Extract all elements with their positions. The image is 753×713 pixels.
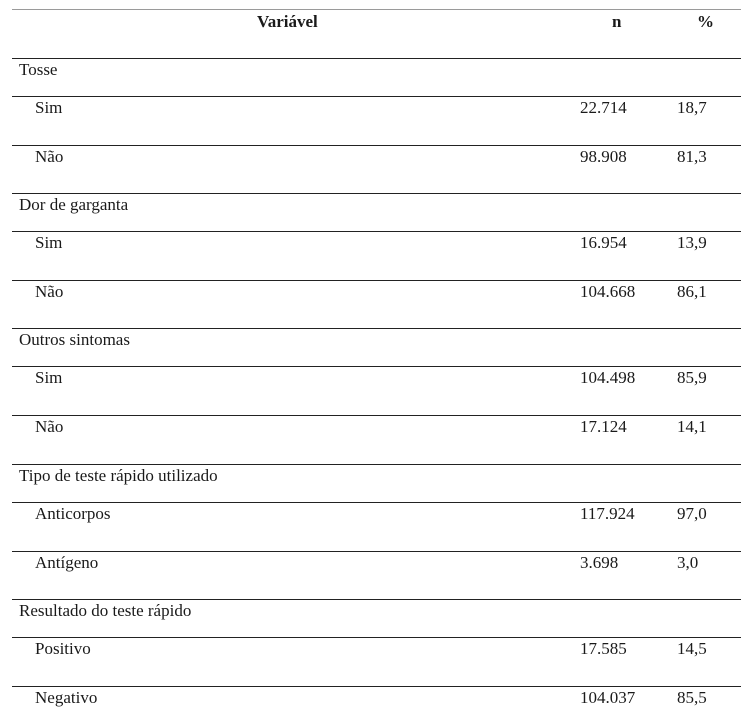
row-pct: 3,0 xyxy=(677,553,699,572)
row-label: Antígeno xyxy=(35,553,99,572)
row-n: 16.954 xyxy=(580,233,627,252)
row-label: Não xyxy=(35,417,64,436)
row-n: 98.908 xyxy=(580,147,627,166)
row-rule xyxy=(12,96,741,97)
row-rule xyxy=(12,502,741,503)
row-rule xyxy=(12,366,741,367)
row-label: Anticorpos xyxy=(35,504,111,523)
group-title: Outros sintomas xyxy=(19,330,130,349)
header-percent: % xyxy=(697,12,714,31)
row-rule xyxy=(12,415,741,416)
row-pct: 85,5 xyxy=(677,688,707,707)
row-label: Não xyxy=(35,282,64,301)
row-rule xyxy=(12,637,741,638)
group-title: Tipo de teste rápido utilizado xyxy=(19,466,218,485)
row-label: Não xyxy=(35,147,64,166)
header-variable: Variável xyxy=(257,12,318,31)
row-pct: 14,5 xyxy=(677,639,707,658)
group-rule xyxy=(12,464,741,465)
group-rule xyxy=(12,193,741,194)
row-pct: 13,9 xyxy=(677,233,707,252)
row-pct: 18,7 xyxy=(677,98,707,117)
row-n: 17.585 xyxy=(580,639,627,658)
group-rule xyxy=(12,328,741,329)
row-pct: 85,9 xyxy=(677,368,707,387)
row-n: 22.714 xyxy=(580,98,627,117)
row-n: 3.698 xyxy=(580,553,619,572)
row-rule xyxy=(12,280,741,281)
row-rule xyxy=(12,551,741,552)
row-n: 104.498 xyxy=(580,368,636,387)
row-rule xyxy=(12,145,741,146)
header-rule xyxy=(12,58,741,59)
row-pct: 86,1 xyxy=(677,282,707,301)
row-label: Sim xyxy=(35,233,63,252)
row-label: Positivo xyxy=(35,639,91,658)
row-n: 104.668 xyxy=(580,282,636,301)
row-label: Negativo xyxy=(35,688,98,707)
row-n: 117.924 xyxy=(580,504,635,523)
group-title: Tosse xyxy=(19,60,58,79)
row-n: 104.037 xyxy=(580,688,636,707)
row-rule xyxy=(12,686,741,687)
table-top-rule xyxy=(12,9,741,10)
row-label: Sim xyxy=(35,368,63,387)
row-pct: 14,1 xyxy=(677,417,707,436)
row-label: Sim xyxy=(35,98,63,117)
header-n: n xyxy=(612,12,622,31)
group-rule xyxy=(12,599,741,600)
row-pct: 81,3 xyxy=(677,147,707,166)
row-pct: 97,0 xyxy=(677,504,707,523)
row-n: 17.124 xyxy=(580,417,627,436)
row-rule xyxy=(12,231,741,232)
group-title: Dor de garganta xyxy=(19,195,129,214)
group-title: Resultado do teste rápido xyxy=(19,601,192,620)
